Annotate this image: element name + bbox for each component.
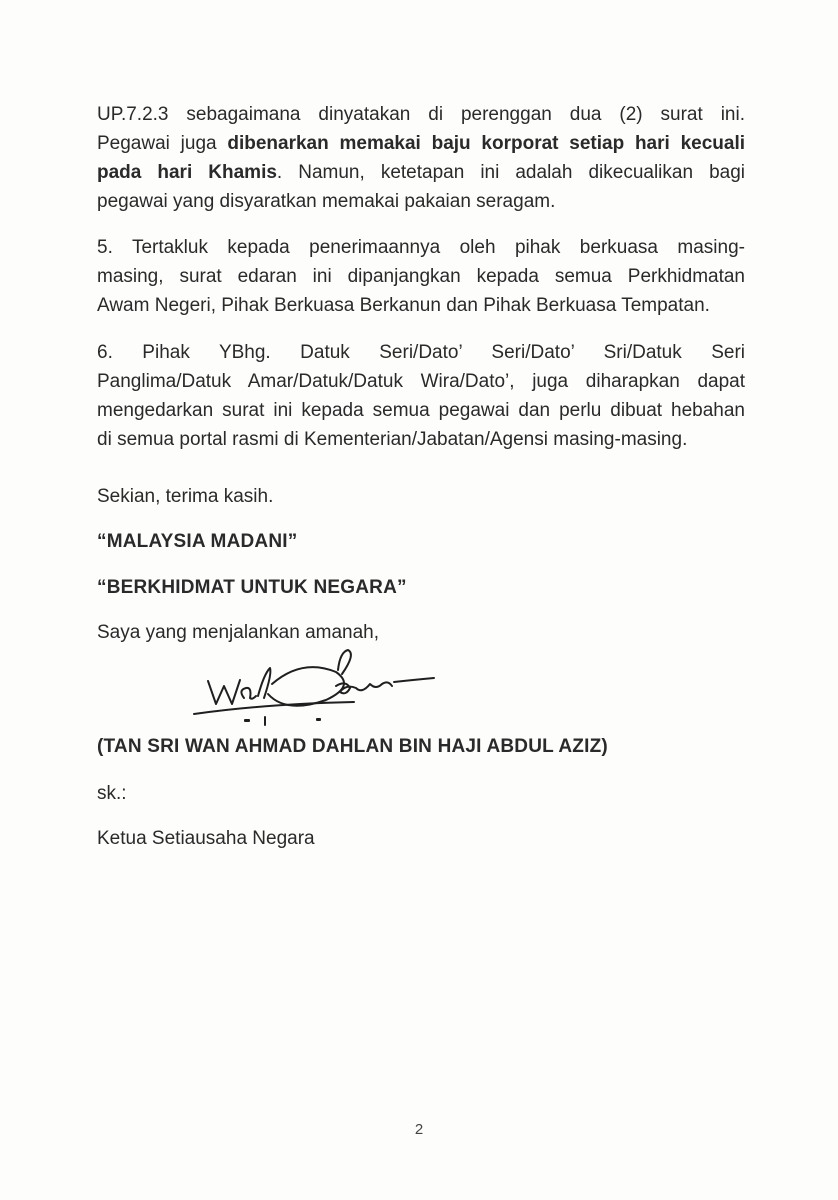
- closing-text: Sekian, terima kasih.: [97, 486, 274, 507]
- paragraph-line: [97, 187, 745, 216]
- paragraph-text: pegawai yang disyaratkan memakai pakaian seragam.: [97, 191, 556, 212]
- paragraph-line: [97, 100, 745, 129]
- paragraph-line: di semua portal rasmi di Kementerian/Jabatan/Agensi masing-masing.: [97, 429, 688, 450]
- paragraph-bold-text: pada hari Khamis: [97, 162, 277, 183]
- slogan-berkhidmat: “BERKHIDMAT UNTUK NEGARA”: [97, 577, 407, 598]
- paragraph-line: masing, surat edaran ini dipanjangkan kepada semua Perkhidmatan: [97, 266, 745, 287]
- slogan-malaysia-madani: “MALAYSIA MADANI”: [97, 531, 298, 552]
- paragraph-continuation: [97, 100, 745, 216]
- sign-off-text: Saya yang menjalankan amanah,: [97, 622, 380, 643]
- signature-image: [188, 636, 488, 728]
- paragraph-text: . Namun, ketetapan ini adalah dikecualikan bagi: [276, 162, 745, 183]
- paragraph-line: mengedarkan surat ini kepada semua pegawai dan perlu dibuat hebahan: [97, 400, 745, 421]
- paragraph-line: [97, 129, 745, 158]
- paragraph-line: 5. Tertakluk kepada penerimaannya oleh pihak berkuasa masing-: [97, 237, 745, 258]
- paragraph-line: Awam Negeri, Pihak Berkuasa Berkanun dan Pihak Berkuasa Tempatan.: [97, 295, 710, 316]
- cc-label: sk.:: [97, 783, 127, 804]
- page-number: 2: [414, 1121, 424, 1138]
- cc-recipient: Ketua Setiausaha Negara: [97, 828, 315, 849]
- paragraph-line: Panglima/Datuk Amar/Datuk/Datuk Wira/Dato’, juga diharapkan dapat: [97, 371, 745, 392]
- paragraph-text: Pegawai juga: [97, 133, 228, 154]
- paragraph-line: [97, 158, 745, 187]
- paragraph-text: UP.7.2.3 sebagaimana dinyatakan di perenggan dua (2) surat ini.: [97, 104, 745, 125]
- signatory-name: (TAN SRI WAN AHMAD DAHLAN BIN HAJI ABDUL AZIZ): [97, 736, 608, 757]
- paragraph-line: 6. Pihak YBhg. Datuk Seri/Dato’ Seri/Dato’ Sri/Datuk Seri: [97, 342, 745, 363]
- paragraph-bold-text: dibenarkan memakai baju korporat setiap hari kecuali: [227, 133, 745, 154]
- paragraph-5: [97, 233, 745, 320]
- paragraph-6: [97, 338, 745, 454]
